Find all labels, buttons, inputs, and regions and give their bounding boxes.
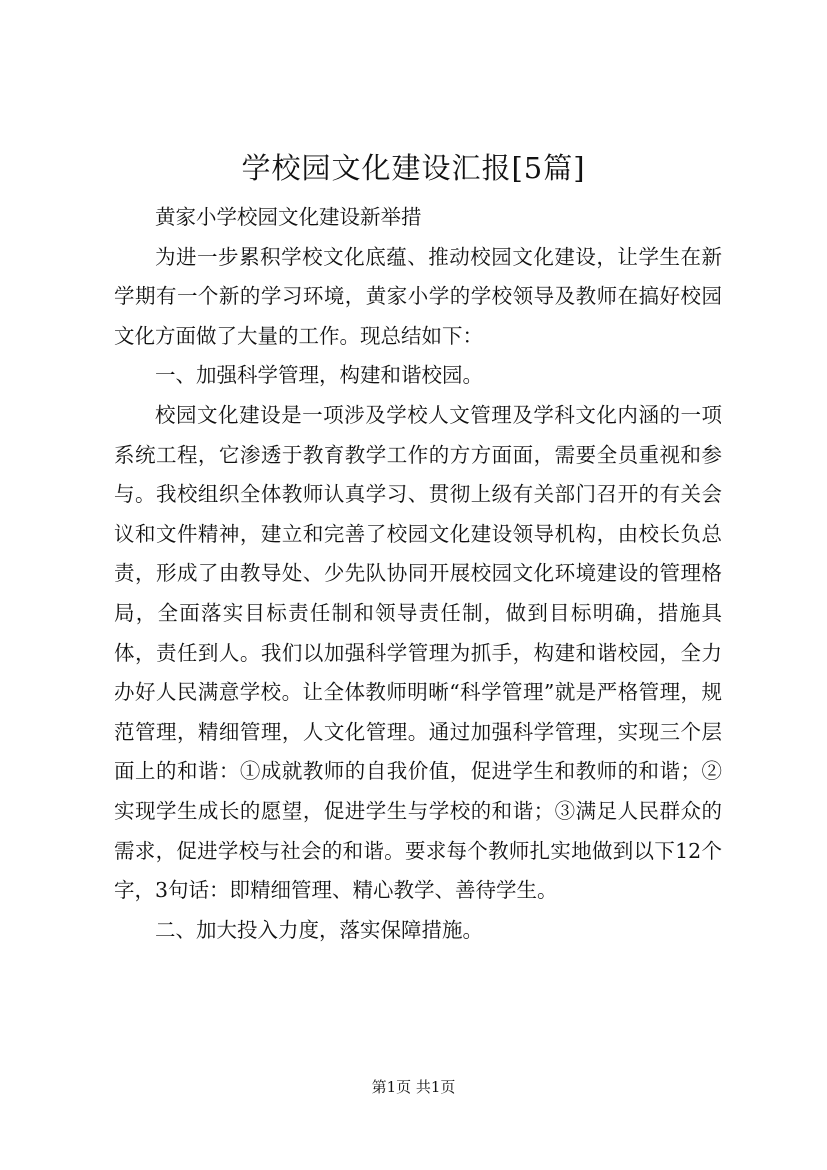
section-heading-2: 二、加大投入力度，落实保障措施。 [155,917,483,942]
page-footer: 第1页 共1页 [371,1078,456,1096]
document-title: 学校园文化建设汇报[5篇] [241,151,586,185]
paragraph-intro: 为进一步累积学校文化底蕴、推动校园文化建设，让学生在新学期有一个新的学习环境，黄家小学的学校领导及教师在搞好校园文化方面做了大量的工作。现总结如下： [114,244,722,348]
document-body [114,198,722,950]
paragraph-section-1-body: 校园文化建设是一项涉及学校人文管理及学科文化内涵的一项系统工程，它渗透于教育教学工作的方方面面，需要全员重视和参与。我校组织全体教师认真学习、贯彻上级有关部门召开的有关会议和文件精神，建立和完善了校园文化建设领导机构，由校长负总责，形成了由教导处、少先队协同开展校园文化环境建设的管理格局，全面落实目标责任制和领导责任制，做到目标明确，措施具体，责任到人。我们以加强科学管理为抓手，构建和谐校园，全力办好人民满意学校。让全体教师明晰“科学管理”就是严格管理，规范管理，精细管理，人文化管理。通过加强科学管理，实现三个层面上的和谐：①成就教师的自我价值，促进学生和教师的和谐；②实现学生成长的愿望，促进学生与学校的和谐；③满足人民群众的需求，促进学校与社会的和谐。要求每个教师扎实地做到以下12个字，3句话：即精细管理、精心教学、善待学生。 [114,402,722,903]
section-heading-1: 一、加强科学管理，构建和谐校园。 [155,363,483,388]
paragraph-subtitle: 黄家小学校园文化建设新举措 [155,205,422,229]
